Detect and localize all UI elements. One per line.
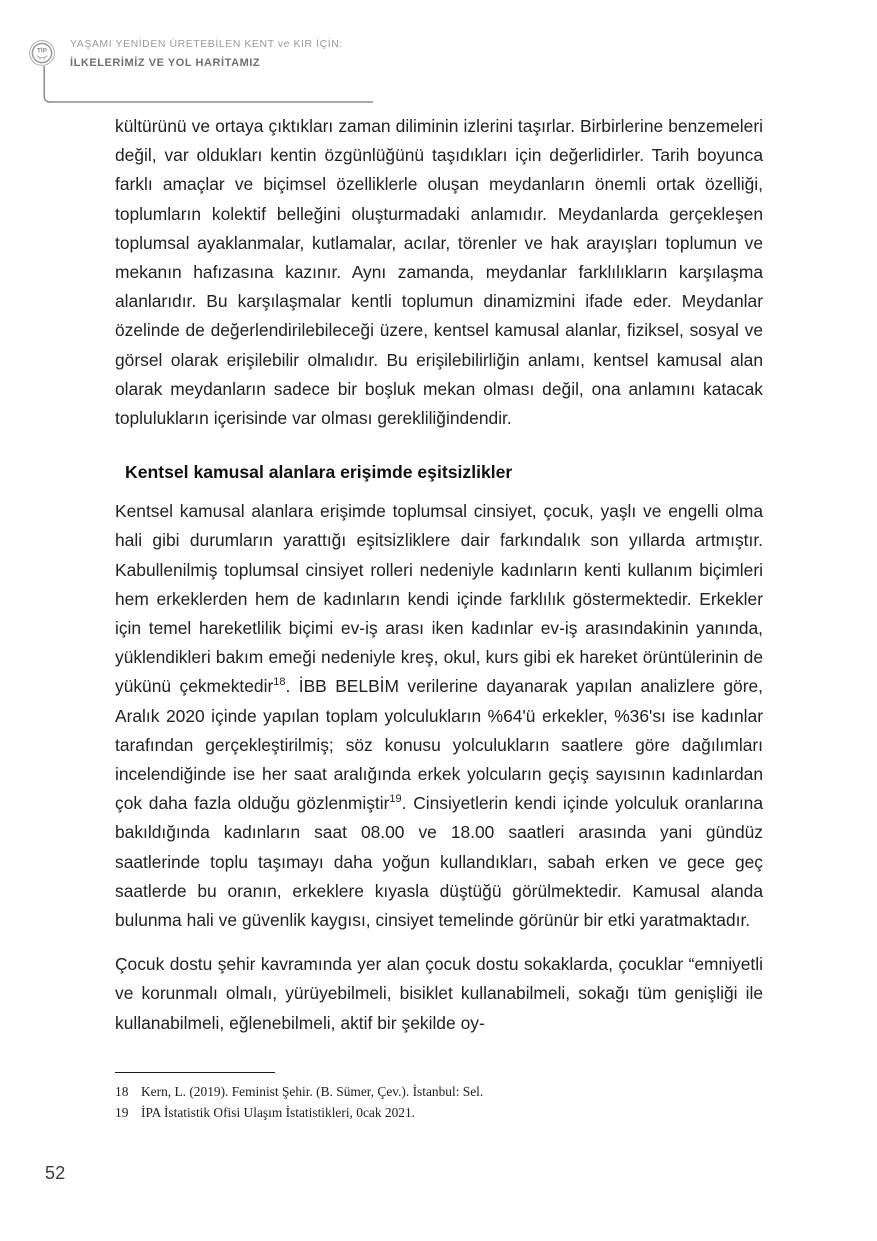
footnote-number: 19 xyxy=(115,1105,129,1120)
footnote-item xyxy=(115,1102,763,1123)
paragraph-cocuk-dostu-sehir: Çocuk dostu şehir kavramında yer alan çocuk dostu sokaklarda, çocuklar “emniyetli ve korunmalı olmalı, yürüyebilmeli, bisiklet kullanabilmeli, sokağı tüm genişliği ile kullanabilmeli, eğlenebilmeli, aktif bir şekilde oy- xyxy=(115,954,763,1033)
footnote-ref-18[interactable]: 18 xyxy=(273,676,286,689)
footnote-separator-rule xyxy=(115,1072,275,1073)
party-emblem-icon xyxy=(28,39,56,67)
section-heading-erisimde-esitsizlikler: Kentsel kamusal alanlara erişimde eşitsizlikler xyxy=(125,462,513,483)
page-body-content xyxy=(115,112,763,1038)
header-title-group xyxy=(70,36,370,72)
paragraph-text-segment-1: Kentsel kamusal alanlara erişimde toplumsal cinsiyet, çocuk, yaşlı ve engelli olma hali gibi durumların yarattığı eşitsizliklere dair farkındalık son yıllarda artmıştır. Kabullenilmiş toplumsal cinsiyet rolleri nedeniyle kadınların kenti kullanım biçimleri hem erkeklerden hem de kadınların kendi içinde farklılık göstermektedir. Erkekler için temel hareketlilik biçimi ev-iş arası iken kadınlar ev-iş arasındakinin yanında, yüklendikleri bakım emeği nedeniyle kreş, okul, kurs gibi ek hareket örüntülerinin de yükünü çekmektedir xyxy=(115,501,763,697)
page-running-header xyxy=(28,36,368,86)
paragraph-text-segment-2: . İBB BELBİM verilerine dayanarak yapılan analizlere göre, Aralık 2020 içinde yapılan toplam yolculukların %64'ü erkekler, %36'sı ise kadınlar tarafından gerçekleştirilmiş; söz konusu yolculukların saatlere göre dağılımları incelendiğinde ise her saat aralığında erkek yolcuların geçiş sayısının kadınlardan çok daha fazla olduğu gözlenmiştir xyxy=(115,676,763,814)
paragraph-toplumsal-cinsiyet xyxy=(115,497,763,935)
footnotes-section xyxy=(115,1072,763,1123)
header-title-line-1: YAŞAMI YENİDEN ÜRETEBİLEN KENT ve KIR İÇİN: xyxy=(70,38,343,50)
paragraph-meydanlar: kültürünü ve ortaya çıktıkları zaman diliminin izlerini taşırlar. Birbirlerine benzemeleri değil, var oldukları kentin özgünlüğünü taşıdıkları için değerlidirler. Tarih boyunca farklı amaçlar ve biçimsel özelliklerle oluşan meydanların önemli ortak özelliği, toplumların kolektif belleğini oluşturmadaki anlamıdır. Meydanlarda gerçekleşen toplumsal ayaklanmalar, kutlamalar, acılar, törenler ve hak arayışları toplumun ve mekanın hafızasına kazınır. Aynı zamanda, meydanlar farklılıkların karşılaşma alanlarıdır. Bu karşılaşmalar kentli toplumun dinamizmini ifade eder. Meydanlar özelinde de değerlendirilebileceği üzere, kentsel kamusal alanlar, fiziksel, sosyal ve görsel olarak erişilebilir olmalıdır. Bu erişilebilirliğin anlamı, kentsel kamusal alan olarak meydanların sadece bir boşluk mekan olması değil, ona anlamını katacak toplulukların içerisinde var olması gerekliliğindendir. xyxy=(115,116,763,429)
section-heading-block xyxy=(115,458,763,487)
footnote-ref-19[interactable]: 19 xyxy=(389,793,402,806)
footnote-text: Kern, L. (2019). Feminist Şehir. (B. Sümer, Çev.). İstanbul: Sel. xyxy=(141,1084,484,1099)
footnote-text: İPA İstatistik Ofisi Ulaşım İstatistikleri, 0cak 2021. xyxy=(141,1105,415,1120)
header-bracket-rule xyxy=(42,66,373,111)
footnote-item xyxy=(115,1081,763,1102)
header-title-line-2: İLKELERİMİZ VE YOL HARİTAMIZ xyxy=(70,57,261,69)
footnote-number: 18 xyxy=(115,1084,129,1099)
page-number: 52 xyxy=(45,1163,66,1183)
svg-text:TİP: TİP xyxy=(37,47,47,55)
paragraph-text-segment-3: . Cinsiyetlerin kendi içinde yolculuk oranlarına bakıldığında kadınların saat 08.00 ve 18.00 saatleri arasında yani gündüz saatlerinde toplu taşımayı daha yoğun kullandıkları, sabah erken ve gece geç saatlerde bu oranın, erkeklere kıyasla düştüğü görülmektedir. Kamusal alanda bulunma hali ve güvenlik kaygısı, cinsiyet temelinde görünür bir etki yaratmaktadır. xyxy=(115,793,763,931)
